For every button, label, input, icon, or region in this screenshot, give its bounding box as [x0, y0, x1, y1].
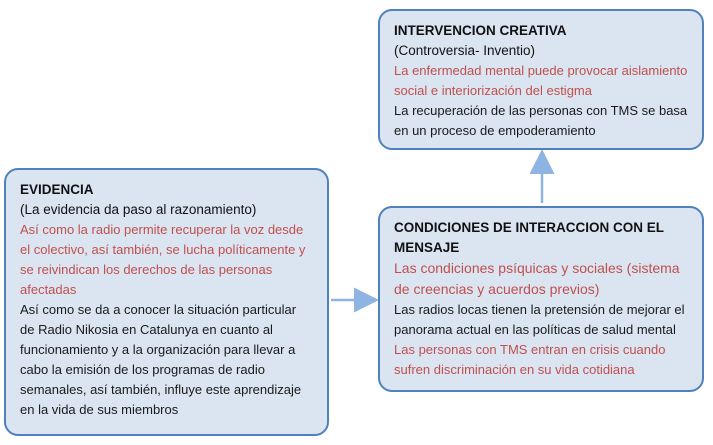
intervencion-red-text: La enfermedad mental puede provocar aislamiento social e interiorización del estigma — [394, 63, 688, 98]
condiciones-body-text: Las radios locas tienen la pretensión de mejorar el panorama actual en las políticas de salud mental — [394, 302, 685, 337]
condiciones-red-subtitle: Las condiciones psíquicas y sociales (sistema de creencias y acuerdos previos) — [394, 260, 680, 297]
evidencia-box — [4, 168, 329, 436]
condiciones-red-text: Las personas con TMS entran en crisis cuando sufren discriminación en su vida cotidiana — [394, 342, 666, 377]
evidencia-body-text: Así como se da a conocer la situación particular de Radio Nikosia en Catalunya en cuanto al funcionamiento y a la organización para llevar a cabo la emisión de los programas de radio semanales, así también, influye este aprendizaje en la vida de sus miembros — [20, 302, 302, 417]
intervencion-creativa-box — [378, 9, 704, 150]
condiciones-box — [378, 206, 704, 392]
condiciones-title: CONDICIONES DE INTERACCION CON EL MENSAJE — [394, 220, 664, 255]
evidencia-red-text: Así como la radio permite recuperar la voz desde el colectivo, así también, se lucha políticamente y se reivindican los derechos de las personas afectadas — [20, 222, 306, 297]
intervencion-body-text: La recuperación de las personas con TMS se basa en un proceso de empoderamiento — [394, 103, 688, 138]
intervencion-title: INTERVENCION CREATIVA — [394, 23, 567, 38]
evidencia-subtitle: (La evidencia da paso al razonamiento) — [20, 202, 257, 217]
intervencion-subtitle: (Controversia- Inventio) — [394, 43, 536, 58]
evidencia-title: EVIDENCIA — [20, 182, 94, 197]
